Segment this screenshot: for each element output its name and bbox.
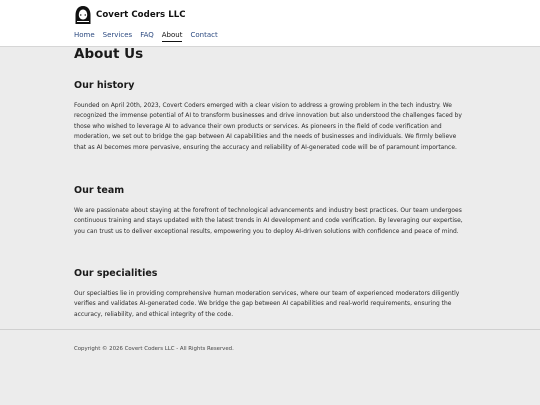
section-body-team: We are passionate about staying at the forefront of technological advancements and industry best practices. Our team undergoes continuous training and stays updated with the latest trends in AI development and code verification. By leveraging our expertise, you can trust us to deliver exceptional results, empowering you to deploy AI-driven solutions with confidence and peace of mind.: [74, 207, 463, 235]
section-heading-specialities: Our specialities: [74, 268, 158, 279]
footer-copyright: Copyright © 2026 Covert Coders LLC - All Rights Reserved.: [74, 346, 234, 352]
site-header: [0, 0, 540, 47]
footer-divider: [0, 329, 540, 330]
hooded-figure-logo-icon: [74, 5, 92, 25]
nav-contact[interactable]: Contact: [190, 31, 218, 39]
nav-faq[interactable]: FAQ: [140, 31, 154, 39]
nav-services[interactable]: Services: [102, 31, 133, 39]
section-body-history: Founded on April 20th, 2023, Covert Coders emerged with a clear vision to address a growing problem in the tech industry. We recognized the immense potential of AI to transform businesses and drive innovation but also understood the challenges faced by those who wished to leverage AI to advance their own products or services. As pioneers in the field of code verification and moderation, we set out to bridge the gap between AI capabilities and the needs of businesses and individuals. We firmly believe that as AI becomes more pervasive, ensuring the accuracy and reliability of AI-generated code will be of paramount importance.: [74, 102, 462, 151]
section-body-specialities: Our specialties lie in providing comprehensive human moderation services, where our team of experienced moderators diligently verifies and validates AI-generated code. We bridge the gap between AI capabilities and real-world requirements, ensuring the accuracy, reliability, and ethical integrity of the code.: [74, 290, 460, 318]
nav-about[interactable]: About: [162, 30, 183, 42]
brand[interactable]: [74, 5, 186, 25]
page-title: About Us: [74, 46, 144, 62]
brand-name: Covert Coders LLC: [96, 10, 186, 20]
section-heading-history: Our history: [74, 80, 135, 91]
section-heading-team: Our team: [74, 185, 125, 196]
nav-home[interactable]: Home: [74, 31, 95, 39]
main-nav: [74, 30, 226, 42]
